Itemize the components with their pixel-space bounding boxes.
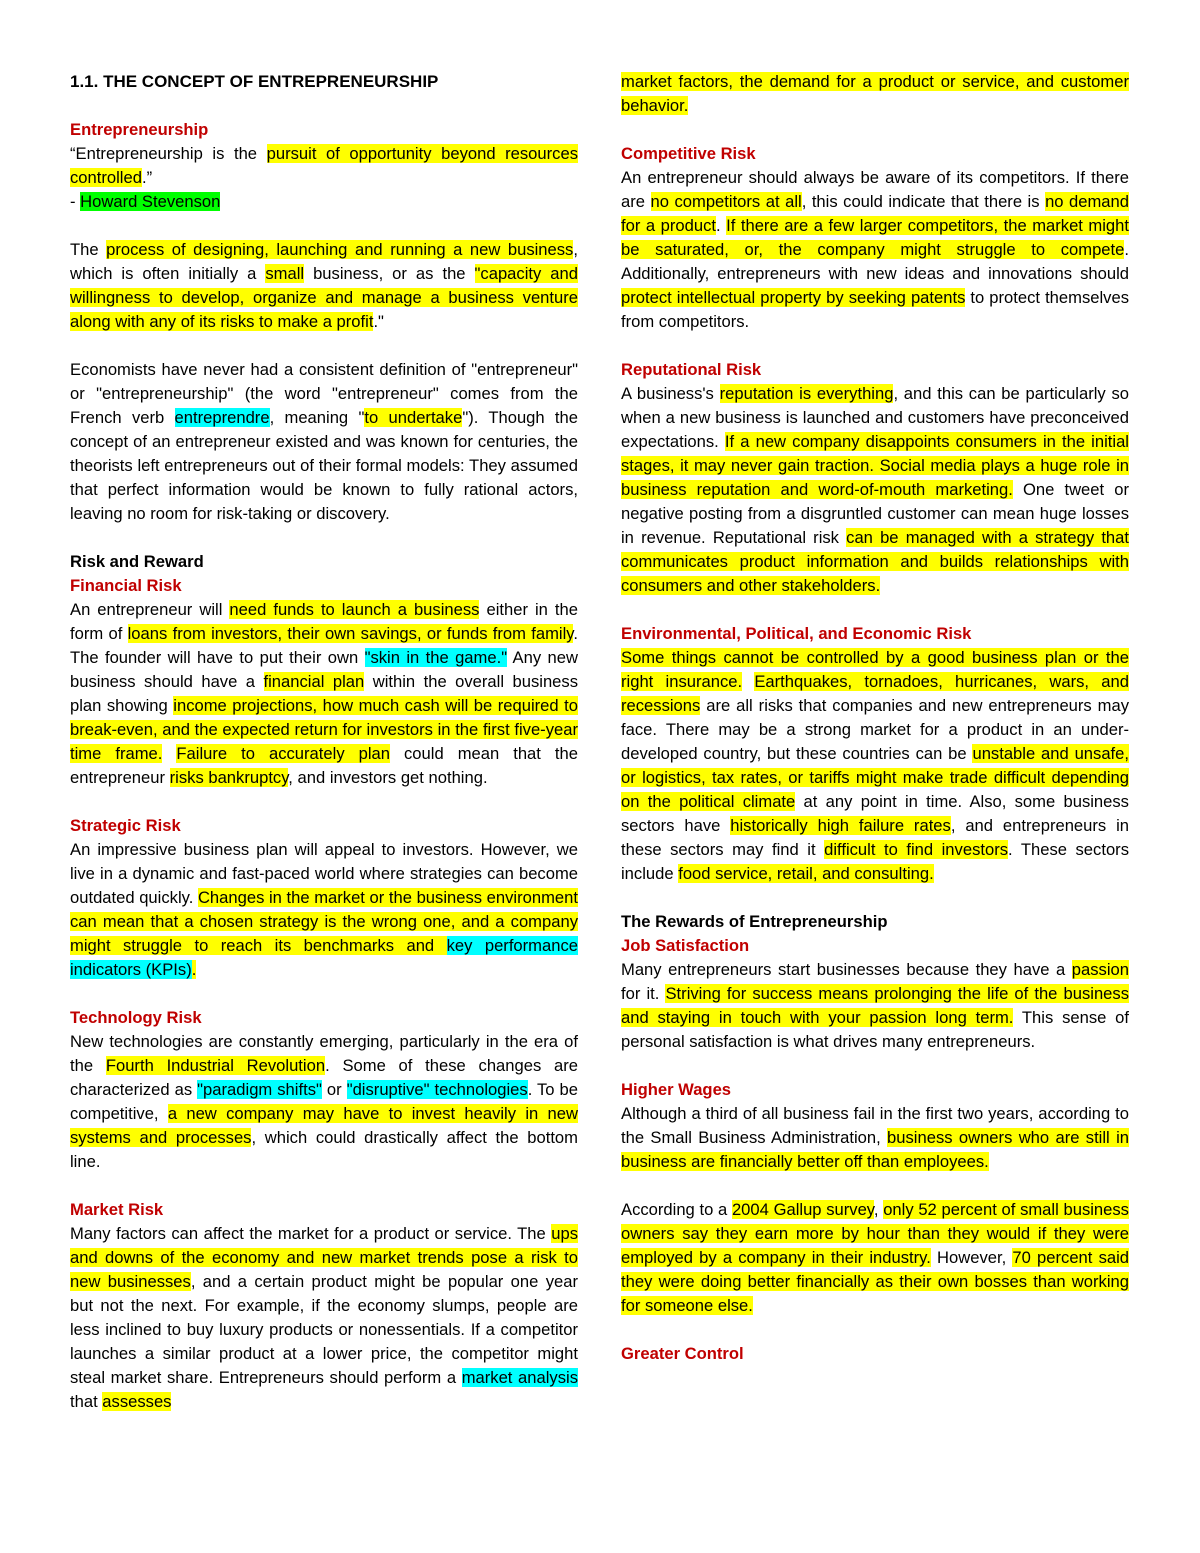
competitive-risk-paragraph bbox=[621, 166, 1129, 334]
body-text-run: An impressive business plan will appeal to investors. However, we live in a dynamic and fast-paced world where strategies can become outdated quickly. bbox=[70, 840, 578, 907]
yellow-highlight-text: a new company may have to invest heavily in new systems and processes bbox=[70, 1104, 578, 1147]
body-text-run: . To be competitive, bbox=[70, 1080, 579, 1123]
cyan-highlight-text: "disruptive" technologies bbox=[346, 1080, 528, 1099]
reputational-risk-paragraph bbox=[621, 382, 1129, 598]
yellow-highlight-text: difficult to find investors bbox=[824, 840, 1009, 859]
quote-attribution bbox=[70, 190, 578, 214]
subheading-technology-risk: Technology Risk bbox=[70, 1008, 202, 1027]
body-text-run: According to a bbox=[621, 1200, 732, 1219]
section-heading-risk-and-reward: Risk and Reward bbox=[70, 552, 204, 571]
yellow-highlight-text: 2004 Gallup survey bbox=[731, 1200, 874, 1219]
market-risk-paragraph bbox=[70, 1222, 578, 1414]
body-text-run: to protect themselves from competitors. bbox=[621, 288, 1129, 331]
yellow-highlight-text: Failure to accurately plan bbox=[176, 744, 390, 763]
cyan-highlight-text: market analysis bbox=[461, 1368, 578, 1387]
body-text-run: - bbox=[70, 192, 81, 211]
cyan-highlight-text: key performance indicators (KPIs) bbox=[70, 936, 578, 979]
section-heading-entrepreneurship: Entrepreneurship bbox=[70, 120, 209, 139]
body-text-run: that bbox=[70, 1392, 103, 1411]
yellow-highlight-text: market factors, the demand for a product or service, and customer behavior. bbox=[621, 72, 1129, 115]
body-text-run: at any point in time. Also, some business sectors have bbox=[621, 792, 1129, 835]
job-satisfaction-paragraph bbox=[621, 958, 1129, 1054]
cyan-highlight-text: "paradigm shifts" bbox=[197, 1080, 322, 1099]
yellow-highlight-text: need funds to launch a business bbox=[229, 600, 480, 619]
subheading-greater-control: Greater Control bbox=[621, 1344, 744, 1363]
body-text-run: , meaning " bbox=[269, 408, 365, 427]
body-text-run: Many entrepreneurs start businesses because they have a bbox=[621, 960, 1072, 979]
yellow-highlight-text: passion bbox=[1071, 960, 1129, 979]
yellow-highlight-text: ups and downs of the economy and new market trends pose a risk to new businesses bbox=[70, 1224, 578, 1291]
yellow-highlight-text: unstable and unsafe, or logistics, tax rates, or tariffs might make trade difficult depending on the political climate bbox=[621, 744, 1130, 811]
yellow-highlight-text: "capacity and willingness to develop, organize and manage a business venture along with any of its risks to make a profit bbox=[70, 264, 578, 331]
yellow-highlight-text: . bbox=[191, 960, 197, 979]
body-text-run: either in the form of bbox=[70, 600, 578, 643]
yellow-highlight-text: Striving for success means prolonging the life of the business and staying in touch with your passion long term. bbox=[621, 984, 1129, 1027]
yellow-highlight-text: can be managed with a strategy that communicates product information and builds relationships with consumers and other stakeholders. bbox=[621, 528, 1130, 595]
body-text-run: “Entrepreneurship is the bbox=[70, 144, 267, 163]
yellow-highlight-text: Earthquakes, tornadoes, hurricanes, wars, and recessions bbox=[621, 672, 1129, 715]
green-highlight-text: Howard Stevenson bbox=[80, 192, 221, 211]
cyan-highlight-text: entreprendre bbox=[174, 408, 270, 427]
market-risk-continued bbox=[621, 70, 1129, 118]
body-text-run: A business's bbox=[621, 384, 720, 403]
body-text-run: or bbox=[321, 1080, 347, 1099]
yellow-highlight-text: loans from investors, their own savings, or funds from family bbox=[127, 624, 574, 643]
body-text-run: Many factors can affect the market for a product or service. The bbox=[70, 1224, 552, 1243]
subheading-market-risk: Market Risk bbox=[70, 1200, 164, 1219]
body-text-run: This sense of personal satisfaction is what drives many entrepreneurs. bbox=[621, 1008, 1130, 1051]
body-text-run: within the overall business plan showing bbox=[70, 672, 578, 715]
yellow-highlight-text: If a new company disappoints consumers in the initial stages, it may never gain traction. Social media plays a huge role in business reputation and word-of-mouth marketing. bbox=[621, 432, 1129, 499]
yellow-highlight-text: reputation is everything bbox=[719, 384, 894, 403]
yellow-highlight-text: Changes in the market or the business environment can mean that a chosen strategy is the wrong one, and a company might struggle to reach its benchmarks and bbox=[70, 888, 578, 955]
higher-wages-paragraph bbox=[621, 1102, 1129, 1174]
definition-paragraph bbox=[70, 238, 578, 334]
body-text-run: The bbox=[70, 240, 107, 259]
body-text-run: . Additionally, entrepreneurs with new ideas and innovations should bbox=[621, 240, 1129, 283]
cyan-highlight-text: "skin in the game." bbox=[364, 648, 508, 667]
body-text-run bbox=[162, 744, 176, 763]
yellow-highlight-text: assesses bbox=[102, 1392, 172, 1411]
body-text-run: are all risks that companies and new entrepreneurs may face. There may be a strong market for a product in an under-developed country, but these countries can be bbox=[621, 696, 1129, 763]
yellow-highlight-text: 70 percent said they were doing better financially as their own bosses than working for someone else. bbox=[621, 1248, 1130, 1315]
subheading-higher-wages: Higher Wages bbox=[621, 1080, 732, 1099]
body-text-run: .” bbox=[141, 168, 153, 187]
body-text-run: , and entrepreneurs in these sectors may find it bbox=[621, 816, 1130, 859]
stevenson-quote bbox=[70, 142, 578, 190]
subheading-reputational-risk: Reputational Risk bbox=[621, 360, 762, 379]
right-column bbox=[621, 70, 1129, 1366]
body-text-run: New technologies are constantly emerging, particularly in the era of the bbox=[70, 1032, 578, 1075]
yellow-highlight-text: food service, retail, and consulting. bbox=[678, 864, 934, 883]
yellow-highlight-text: no demand for a product bbox=[621, 192, 1129, 235]
yellow-highlight-text: Some things cannot be controlled by a good business plan or the right insurance. bbox=[621, 648, 1129, 691]
body-text-run: "). Though the concept of an entrepreneur existed and was known for centuries, the theorists left entrepreneurs out of their formal models: They assumed that perfect information would be known to fully rational actors, leaving no room for risk-taking or discovery. bbox=[70, 408, 578, 523]
subheading-competitive-risk: Competitive Risk bbox=[621, 144, 756, 163]
body-text-run: , which is often initially a bbox=[70, 240, 578, 283]
section-heading-rewards: The Rewards of Entrepreneurship bbox=[621, 912, 888, 931]
subheading-financial-risk: Financial Risk bbox=[70, 576, 182, 595]
body-text-run: . bbox=[715, 216, 727, 235]
yellow-highlight-text: pursuit of opportunity beyond resources controlled bbox=[70, 144, 578, 187]
body-text-run: . The founder will have to put their own bbox=[70, 624, 579, 667]
page-title: 1.1. THE CONCEPT OF ENTREPRENEURSHIP bbox=[70, 72, 439, 91]
financial-risk-paragraph bbox=[70, 598, 578, 790]
body-text-run: Although a third of all business fail in the first two years, according to the Small Business Administration, bbox=[621, 1104, 1129, 1147]
economists-paragraph bbox=[70, 358, 578, 526]
body-text-run: business, or as the bbox=[304, 264, 475, 283]
body-text-run: for it. bbox=[621, 984, 666, 1003]
body-text-run: , which could drastically affect the bottom line. bbox=[70, 1128, 578, 1171]
yellow-highlight-text: small bbox=[265, 264, 305, 283]
body-text-run: ." bbox=[373, 312, 384, 331]
body-text-run bbox=[742, 672, 754, 691]
yellow-highlight-text: historically high failure rates bbox=[730, 816, 951, 835]
body-text-run: , and investors get nothing. bbox=[288, 768, 488, 787]
yellow-highlight-text: If there are a few larger competitors, the market might be saturated, or, the company might struggle to compete bbox=[621, 216, 1129, 259]
left-column bbox=[70, 70, 578, 1414]
yellow-highlight-text: no competitors at all bbox=[650, 192, 802, 211]
body-text-run: However, bbox=[930, 1248, 1013, 1267]
yellow-highlight-text: Fourth Industrial Revolution bbox=[105, 1056, 326, 1075]
body-text-run: , this could indicate that there is bbox=[801, 192, 1046, 211]
body-text-run: One tweet or negative posting from a disgruntled customer can mean huge losses in revenue. Reputational risk bbox=[621, 480, 1129, 547]
technology-risk-paragraph bbox=[70, 1030, 578, 1174]
yellow-highlight-text: risks bankruptcy bbox=[169, 768, 289, 787]
body-text-run: Economists have never had a consistent definition of "entrepreneur" or "entrepreneurship" (the word "entrepreneur" comes from the French verb bbox=[70, 360, 578, 427]
body-text-run: . These sectors include bbox=[621, 840, 1129, 883]
yellow-highlight-text: financial plan bbox=[263, 672, 365, 691]
yellow-highlight-text: only 52 percent of small business owners say they earn more by hour than they would if they were employed by a company in their industry. bbox=[621, 1200, 1129, 1267]
strategic-risk-paragraph bbox=[70, 838, 578, 982]
body-text-run: An entrepreneur will bbox=[70, 600, 230, 619]
yellow-highlight-text: income projections, how much cash will be required to break-even, and the expected return for investors in the first five-year time frame. bbox=[70, 696, 578, 763]
yellow-highlight-text: to undertake bbox=[364, 408, 463, 427]
yellow-highlight-text: business owners who are still in business are financially better off than employees. bbox=[621, 1128, 1129, 1171]
body-text-run: , and this can be particularly so when a new business is launched and customers have preconceived expectations. bbox=[621, 384, 1129, 451]
body-text-run: . Some of these changes are characterized as bbox=[70, 1056, 579, 1099]
body-text-run: An entrepreneur should always be aware of its competitors. If there are bbox=[621, 168, 1129, 211]
subheading-strategic-risk: Strategic Risk bbox=[70, 816, 181, 835]
environmental-risk-paragraph bbox=[621, 646, 1129, 886]
gallup-paragraph bbox=[621, 1198, 1129, 1318]
subheading-job-satisfaction: Job Satisfaction bbox=[621, 936, 750, 955]
yellow-highlight-text: process of designing, launching and running a new business bbox=[106, 240, 574, 259]
yellow-highlight-text: protect intellectual property by seeking patents bbox=[621, 288, 966, 307]
body-text-run: Any new business should have a bbox=[70, 648, 578, 691]
body-text-run: , bbox=[873, 1200, 884, 1219]
body-text-run: could mean that the entrepreneur bbox=[70, 744, 578, 787]
subheading-environmental-risk: Environmental, Political, and Economic Risk bbox=[621, 624, 972, 643]
body-text-run: , and a certain product might be popular one year but not the next. For example, if the economy slumps, people are less inclined to buy luxury products or nonessentials. If a competitor launches a similar product at a lower price, the competitor might steal market share. Entrepreneurs should perform a bbox=[70, 1272, 578, 1387]
